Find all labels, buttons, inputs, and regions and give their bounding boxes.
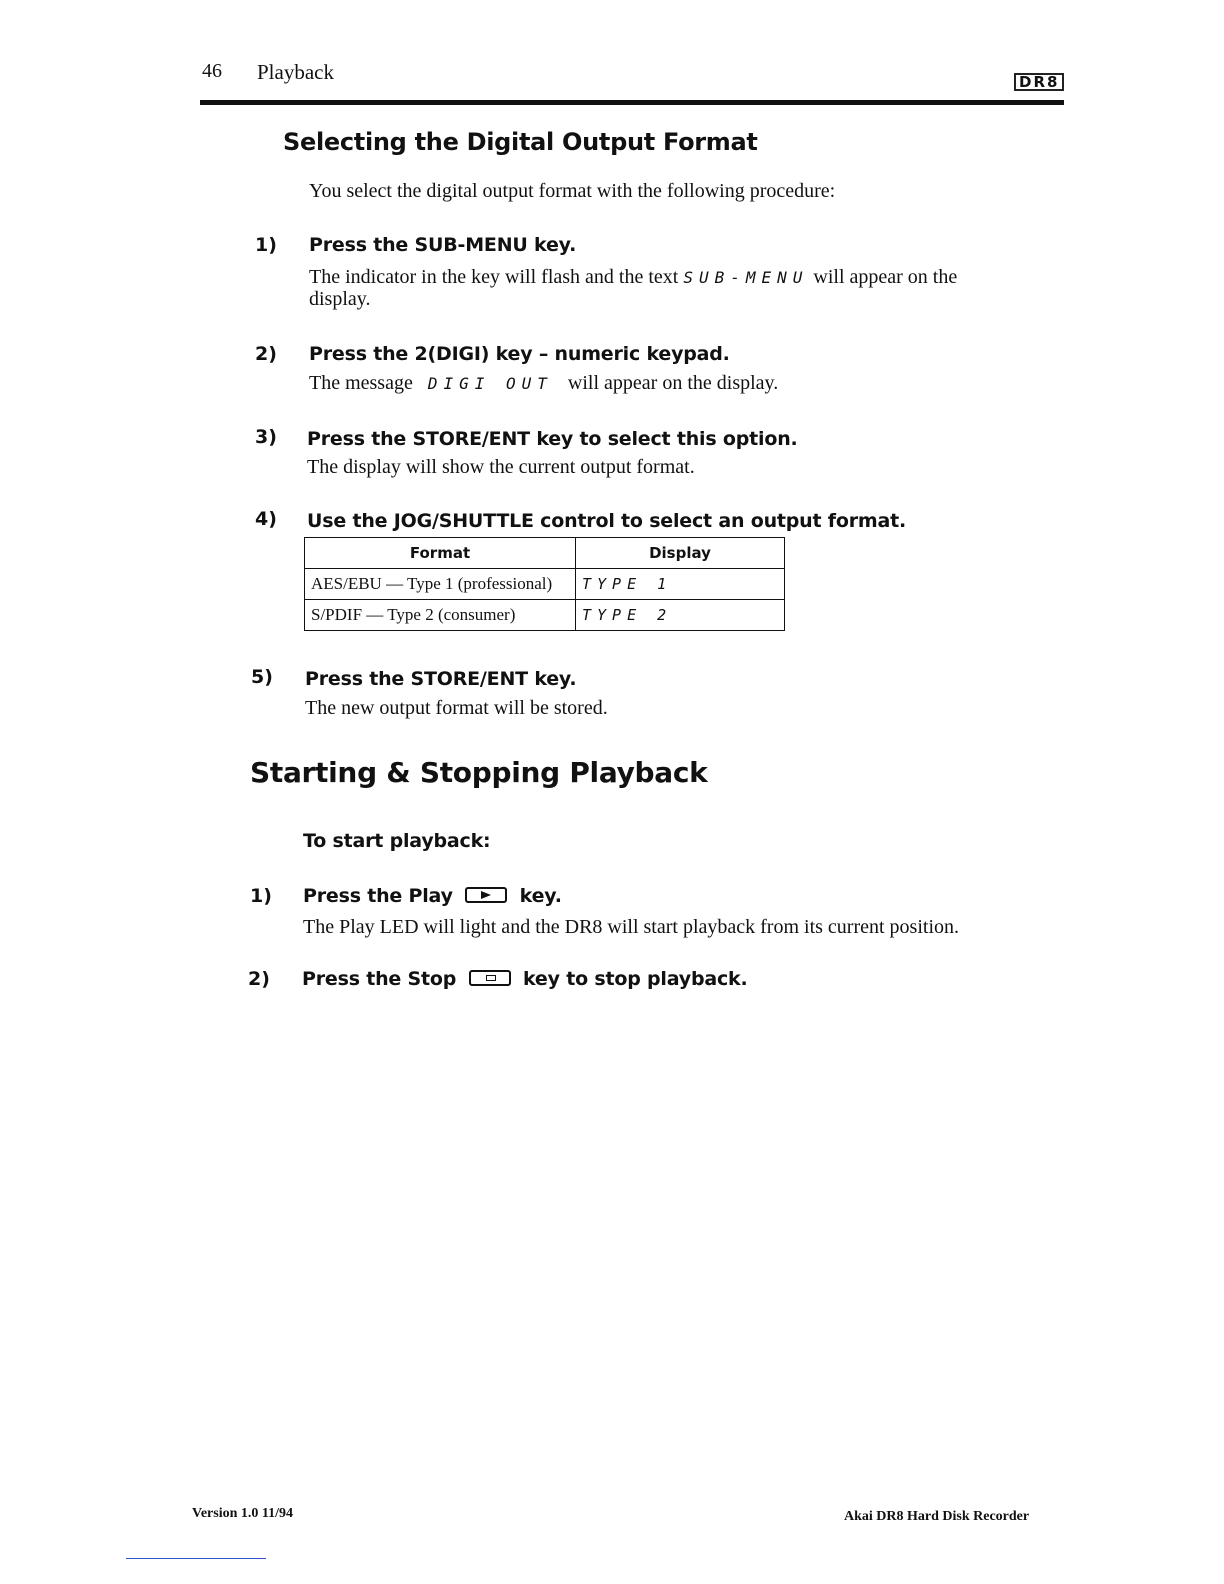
step-body xyxy=(309,266,957,289)
play-key-icon xyxy=(465,887,507,903)
step-title xyxy=(303,885,562,907)
step-body: The display will show the current output format. xyxy=(307,456,695,478)
step-body-text: will appear on the xyxy=(813,266,958,288)
table-cell-display: TYPE 1 xyxy=(576,569,785,600)
step-title: Press the 2(DIGI) key – numeric keypad. xyxy=(309,343,730,365)
table-header-format: Format xyxy=(305,538,576,569)
stop-key-icon xyxy=(469,970,511,986)
page-number: 46 xyxy=(202,60,222,82)
step-body-text: The indicator in the key will flash and the text xyxy=(309,266,679,288)
step-title xyxy=(302,968,748,990)
format-table xyxy=(304,537,785,631)
table-cell-format: AES/EBU — Type 1 (professional) xyxy=(305,569,576,600)
step-title: Press the SUB-MENU key. xyxy=(309,234,577,256)
step-body-continued: display. xyxy=(309,288,371,310)
section-subtitle: To start playback: xyxy=(303,830,491,852)
step-number: 5) xyxy=(251,666,273,688)
step-number: 1) xyxy=(250,885,272,907)
table-header-display: Display xyxy=(576,538,785,569)
table-cell-display: TYPE 2 xyxy=(576,600,785,631)
step-number: 2) xyxy=(248,968,270,990)
step-number: 4) xyxy=(255,508,277,530)
step-body: The Play LED will light and the DR8 will start playback from its current position. xyxy=(303,916,959,938)
footer-rule xyxy=(126,1558,266,1559)
table-cell-format: S/PDIF — Type 2 (consumer) xyxy=(305,600,576,631)
section-title-playback: Starting & Stopping Playback xyxy=(250,756,708,789)
step-number: 1) xyxy=(255,234,277,256)
step-title: Press the STORE/ENT key to select this option. xyxy=(307,428,798,450)
footer-product: Akai DR8 Hard Disk Recorder xyxy=(844,1509,1030,1524)
table-row xyxy=(305,600,785,631)
step-body-text: will appear on the display. xyxy=(567,372,779,394)
lcd-text: SUB-MENU xyxy=(683,268,809,287)
step-number: 3) xyxy=(255,426,277,448)
brand-logo: DR8 xyxy=(1014,73,1064,91)
table-header-row xyxy=(305,538,785,569)
step-body-text: The message xyxy=(309,372,413,394)
step-body xyxy=(309,372,778,395)
step-title-text: Press the Play xyxy=(303,885,453,907)
step-number: 2) xyxy=(255,343,277,365)
step-title-text: key to stop playback. xyxy=(523,968,748,990)
section-intro: You select the digital output format with the following procedure: xyxy=(309,180,836,202)
running-title: Playback xyxy=(257,60,334,84)
footer-version: Version 1.0 11/94 xyxy=(192,1506,293,1521)
step-title: Press the STORE/ENT key. xyxy=(305,668,577,690)
step-title: Use the JOG/SHUTTLE control to select an output format. xyxy=(307,510,907,532)
lcd-text: DIGI OUT xyxy=(427,374,553,393)
table-row xyxy=(305,569,785,600)
section-title-digital-output: Selecting the Digital Output Format xyxy=(283,128,758,156)
step-title-text: Press the Stop xyxy=(302,968,457,990)
header-rule xyxy=(200,100,1064,105)
step-body: The new output format will be stored. xyxy=(305,697,608,719)
step-title-text: key. xyxy=(519,885,562,907)
